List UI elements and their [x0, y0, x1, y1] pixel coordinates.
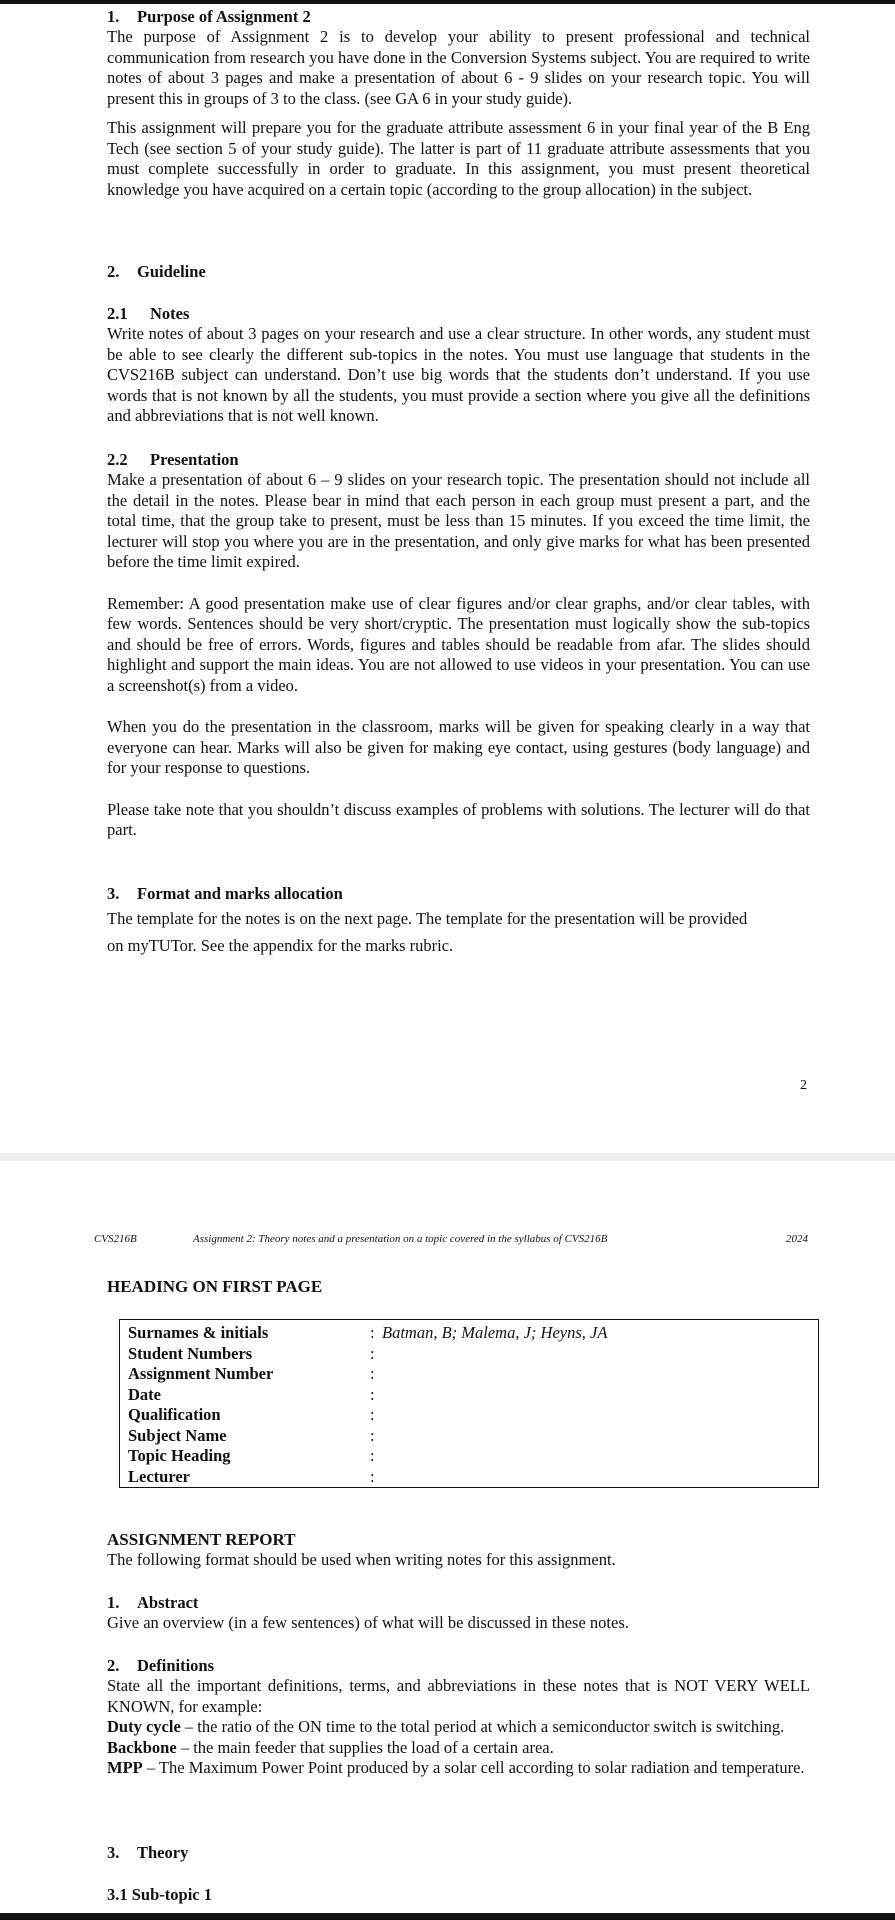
running-header-year: 2024 — [786, 1233, 808, 1245]
definitions-list — [107, 1717, 810, 1779]
info-row — [120, 1405, 819, 1426]
info-colon: : — [370, 1384, 375, 1404]
info-colon: : — [370, 1343, 375, 1363]
subsection-heading: 2.1 Notes — [107, 304, 190, 323]
paragraph: Remember: A good presentation make use of clear figures and/or clear graphs, and/or clear tables, with few words. Sentences should be very short/cryptic. The presentation must logically show the sub-topics and should be free of errors. Words, figures and tables should be readable from afar. The slides should highlight and support the main ideas. You are not allowed to use videos in your presentation. You can use a screenshot(s) from a video. — [107, 593, 810, 695]
info-label: Lecturer — [128, 1466, 190, 1486]
info-value — [378, 1344, 819, 1365]
report-intro-block — [107, 1530, 810, 1571]
info-value — [378, 1405, 819, 1426]
subsection-subtopic-1 — [107, 1885, 810, 1905]
definition-text: – the ratio of the ON time to the total period at which a semiconductor switch is switching. — [180, 1717, 785, 1736]
info-row — [120, 1320, 819, 1344]
paragraph: Give an overview (in a few sentences) of what will be discussed in these notes. — [107, 1613, 629, 1632]
section-heading: 2. Guideline — [107, 262, 206, 281]
section-format — [107, 884, 810, 958]
subsection-notes — [107, 304, 810, 427]
section-abstract — [107, 1593, 810, 1634]
subsection-presentation — [107, 450, 810, 841]
section-purpose — [107, 7, 810, 200]
info-label: Topic Heading — [128, 1446, 231, 1465]
definition-text: – The Maximum Power Point produced by a solar cell according to solar radiation and temperature. — [142, 1758, 805, 1777]
paragraph: Make a presentation of about 6 – 9 slides on your research topic. The presentation should not include all the detail in the notes. Please bear in mind that each person in each group must present a part, and the total time, that the group take to present, must be less than 15 minutes. If you exceed the time limit, the lecturer will stop you where you are in the presentation, and only give marks for what has been presented before the time limit expired. — [107, 470, 810, 571]
info-colon: : — [370, 1323, 375, 1342]
paragraph-line: on myTUTor. See the appendix for the marks rubric. — [107, 936, 454, 955]
paragraph: State all the important definitions, terms, and abbreviations in these notes that is NOT VERY WELL KNOWN, for example: — [107, 1676, 810, 1716]
info-label: Subject Name — [128, 1425, 227, 1445]
definition-term: Duty cycle — [107, 1717, 181, 1736]
info-row — [120, 1364, 819, 1385]
info-row — [120, 1446, 819, 1467]
paragraph: When you do the presentation in the classroom, marks will be given for speaking clearly in a way that everyone can hear. Marks will also be given for making eye contact, using gestures (body language) and for your response to questions. — [107, 717, 810, 777]
info-row — [120, 1467, 819, 1488]
info-value — [378, 1426, 819, 1447]
info-colon: : — [370, 1425, 375, 1445]
definition-item — [107, 1758, 810, 1779]
info-label: Student Numbers — [128, 1343, 253, 1363]
paragraph: Please take note that you shouldn’t discuss examples of problems with solutions. The lecturer will do that part. — [107, 799, 810, 839]
definition-item — [107, 1738, 810, 1759]
definition-text: – the main feeder that supplies the load of a certain area. — [176, 1737, 554, 1757]
top-edge-bar — [0, 0, 895, 4]
subsection-heading: 2.2 Presentation — [107, 450, 239, 469]
report-title: ASSIGNMENT REPORT — [107, 1530, 296, 1549]
info-label: Assignment Number — [128, 1364, 274, 1383]
section-heading: 3. Format and marks allocation — [107, 884, 343, 903]
bottom-edge-bar — [0, 1913, 895, 1920]
section-guideline — [107, 262, 810, 282]
definition-term: MPP — [107, 1758, 143, 1777]
paragraph: The following format should be used when writing notes for this assignment. — [107, 1550, 616, 1569]
info-row — [120, 1426, 819, 1447]
info-label: Surnames & initials — [128, 1323, 269, 1342]
section-heading: 2. Definitions — [107, 1656, 215, 1675]
subsection-heading: 3.1 Sub-topic 1 — [107, 1885, 212, 1904]
info-value — [378, 1467, 819, 1488]
info-value — [378, 1385, 819, 1406]
info-colon: : — [370, 1405, 375, 1424]
paragraph-line: The template for the notes is on the next page. The template for the presentation will be provided — [107, 909, 748, 928]
info-colon: : — [370, 1446, 375, 1465]
first-page-heading-title: HEADING ON FIRST PAGE — [107, 1277, 323, 1296]
paragraph: Write notes of about 3 pages on your research and use a clear structure. In other words, any student must be able to see clearly the different sub-topics in the notes. You must use language that students in the CVS216B subject can understand. Don’t use big words that the students don’t understand. If you use words that is not known by all the students, you must provide a section where you give all the definitions and abbreviations that is not well known. — [107, 324, 810, 425]
running-header-code: CVS216B — [94, 1233, 137, 1245]
info-row — [120, 1344, 819, 1365]
info-value — [378, 1446, 819, 1467]
running-header-title: Assignment 2: Theory notes and a presentation on a topic covered in the syllabus of CVS216B — [193, 1233, 608, 1245]
paragraph: The purpose of Assignment 2 is to develop your ability to present professional and technical communication from research you have done in the Conversion Systems subject. You are required to write notes of about 3 pages and make a presentation of about 6 - 9 slides on your research topic. You will present this in groups of 3 to the class. (see GA 6 in your study guide). — [107, 27, 810, 108]
section-heading: 1. Purpose of Assignment 2 — [107, 7, 311, 26]
info-colon: : — [370, 1364, 375, 1383]
section-heading: 1. Abstract — [107, 1593, 199, 1612]
info-value: Batman, B; Malema, J; Heyns, JA — [382, 1323, 608, 1342]
definition-item — [107, 1717, 810, 1738]
student-info-table — [119, 1319, 819, 1488]
info-value — [378, 1364, 819, 1385]
info-colon: : — [370, 1466, 375, 1486]
section-heading: 3. Theory — [107, 1843, 189, 1862]
paragraph: This assignment will prepare you for the graduate attribute assessment 6 in your final year of the B Eng Tech (see section 5 of your study guide). The latter is part of 11 graduate attribute assessments that you must complete successfully in order to graduate. In this assignment, you must present theoretical knowledge you have acquired on a certain topic (according to the group allocation) in the subject. — [107, 118, 810, 199]
page-number: 2 — [800, 1078, 807, 1093]
section-theory — [107, 1843, 810, 1863]
info-label: Date — [128, 1384, 161, 1404]
info-label: Qualification — [128, 1405, 221, 1424]
definition-term: Backbone — [107, 1737, 177, 1757]
page-separator — [0, 1153, 895, 1161]
info-row — [120, 1385, 819, 1406]
section-definitions — [107, 1656, 810, 1779]
